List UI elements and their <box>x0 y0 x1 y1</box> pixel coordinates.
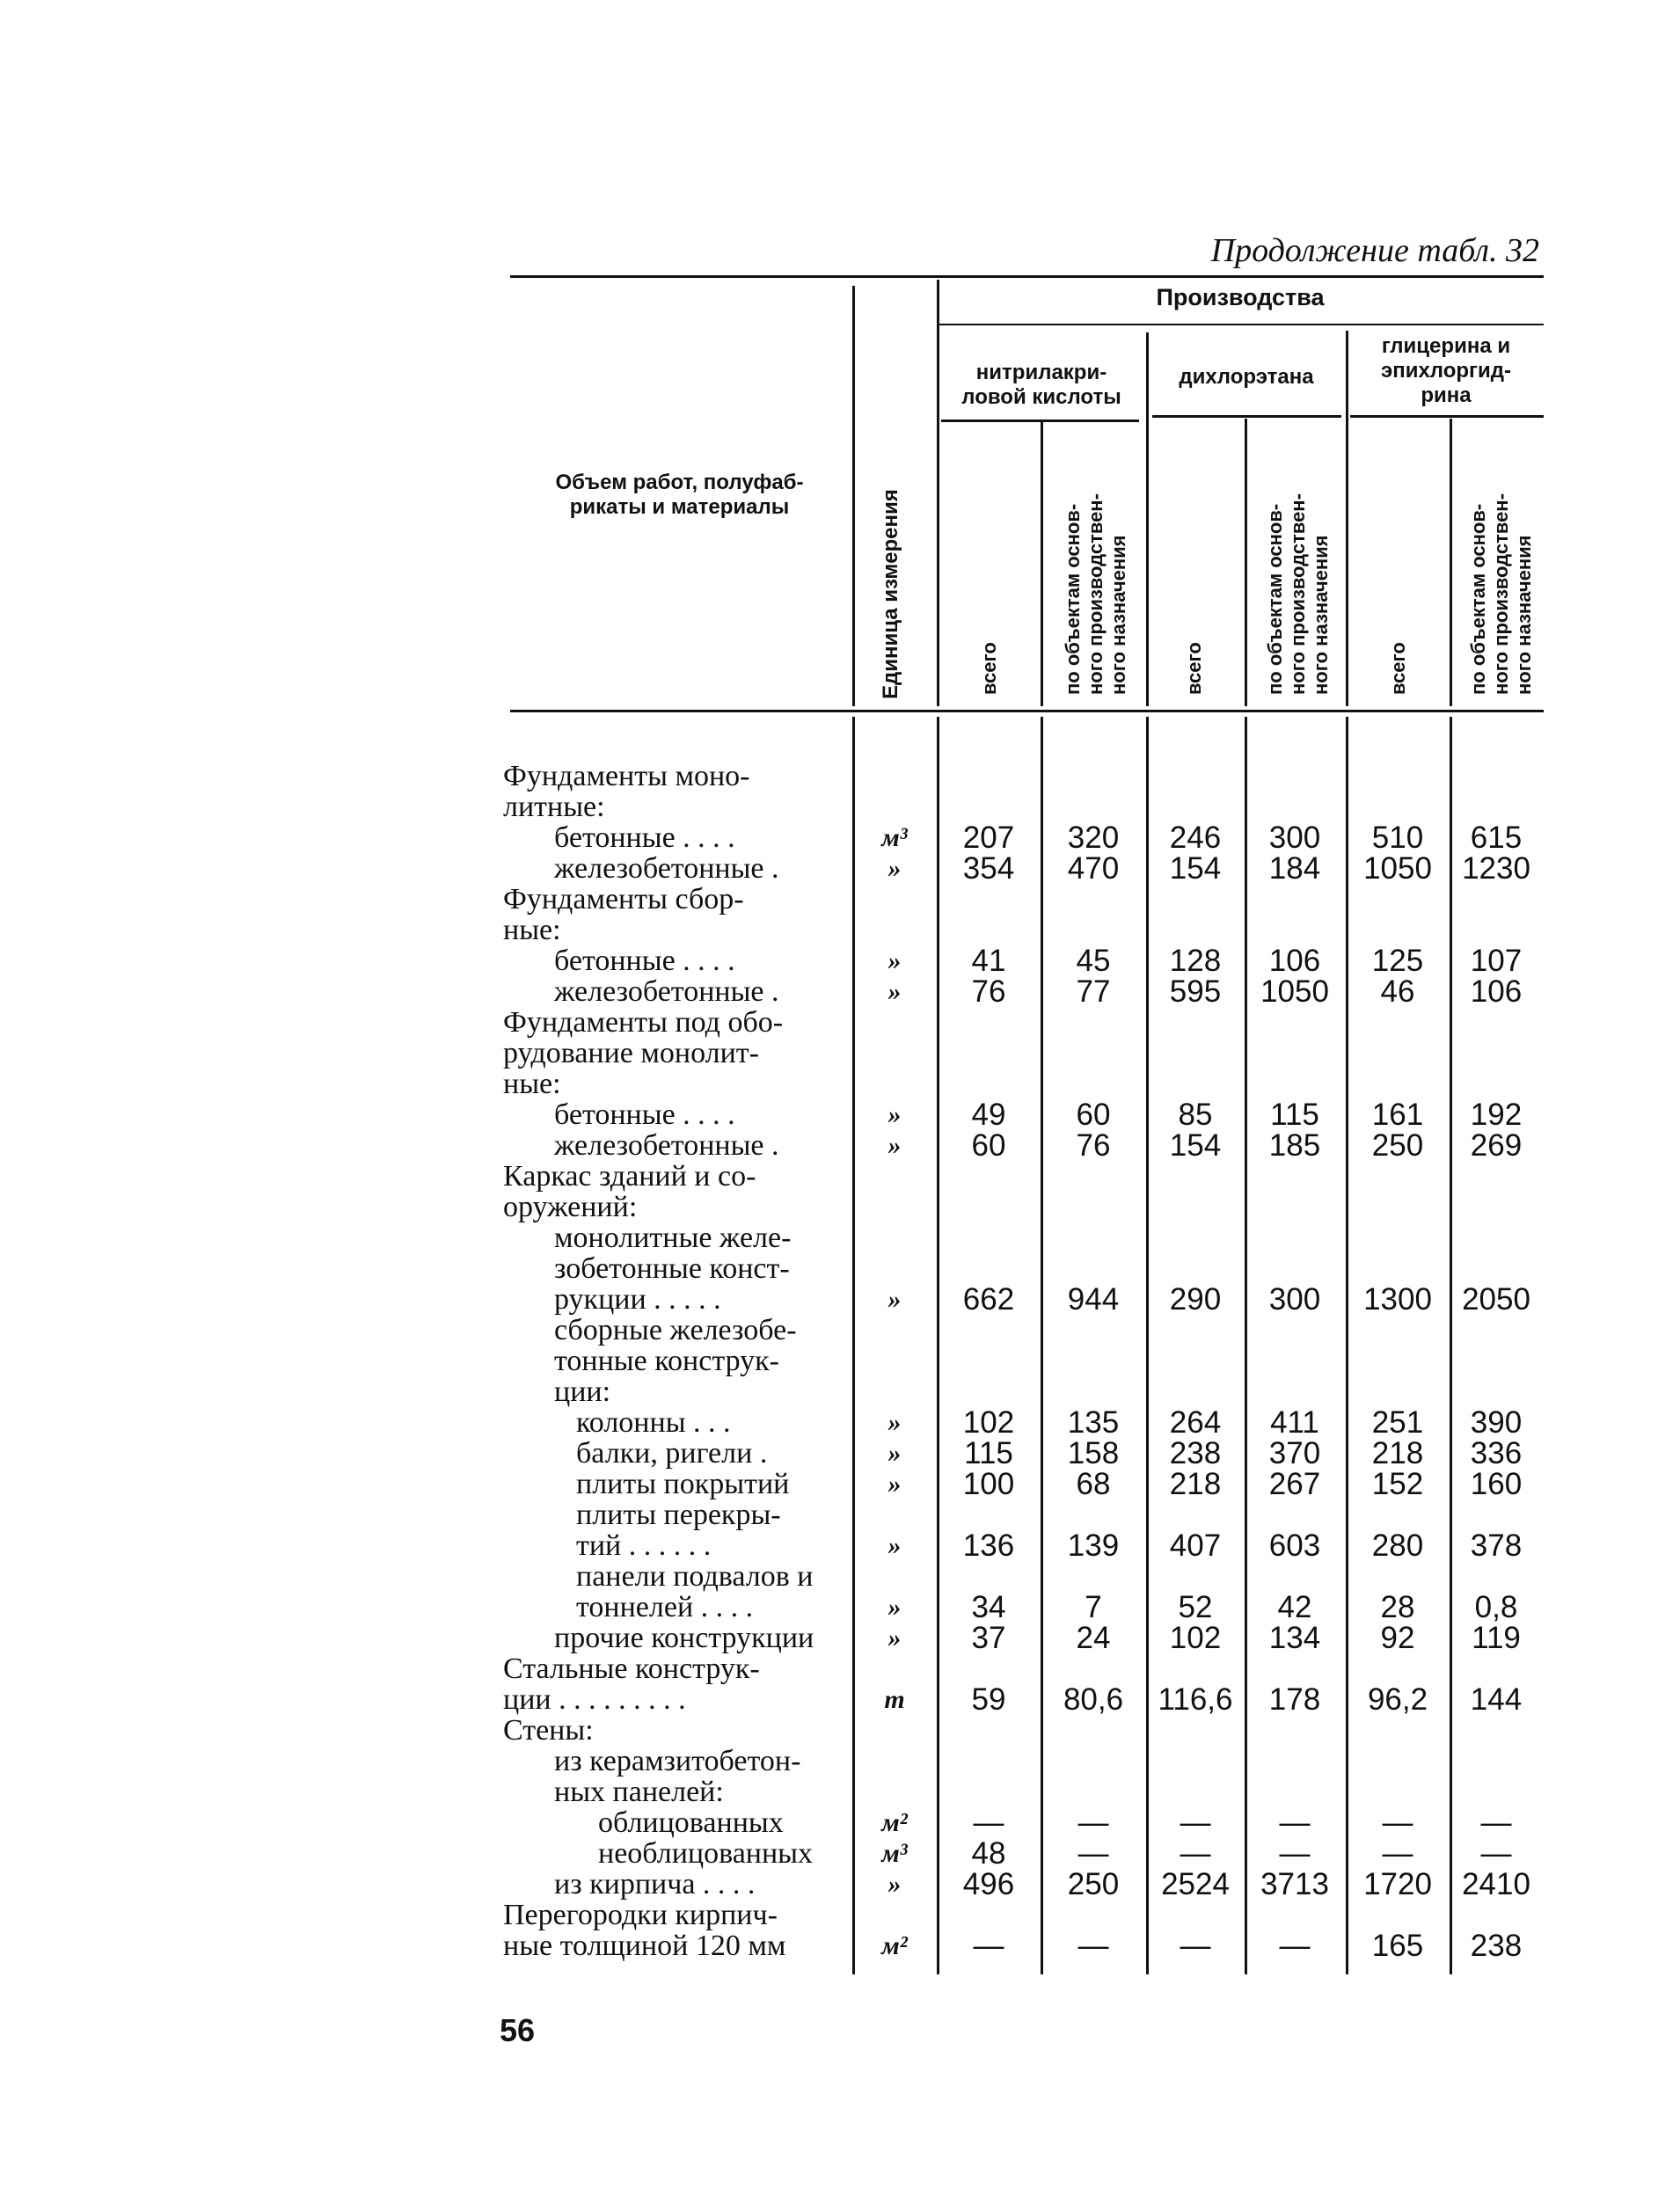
value-cell: 290 <box>1169 1282 1222 1317</box>
value-cell: 102 <box>1169 1621 1222 1655</box>
value-cell: 603 <box>1268 1528 1321 1563</box>
row-label-line: бетонные . . . . <box>554 945 735 977</box>
value-cell: 354 <box>962 851 1015 886</box>
row-label-line: железобетонные . <box>554 1129 779 1162</box>
unit-column-header: Единица измерения <box>879 489 902 699</box>
unit-cell: » <box>887 1285 902 1314</box>
unit-cell: » <box>887 977 902 1006</box>
row-label-line: Стены: <box>503 1714 594 1747</box>
unit-cell: » <box>887 1623 902 1652</box>
value-cell: — <box>1180 1836 1211 1871</box>
value-cell: 320 <box>1067 821 1120 855</box>
value-cell: 615 <box>1470 821 1523 855</box>
value-cell: — <box>1077 1836 1109 1871</box>
subheader-main-1: по объектам основ- ного производствен- ного назначения <box>1062 493 1129 695</box>
row-label-line: тий . . . . . . <box>576 1529 712 1562</box>
subheader-main-2: по объектам основ- ного производствен- ного назначения <box>1264 493 1332 695</box>
row-label-line: плиты покрытий <box>576 1468 790 1500</box>
value-cell: 49 <box>971 1098 1006 1132</box>
row-label-line: Фундаменты под обо- <box>503 1006 784 1039</box>
unit-cell: т <box>884 1685 905 1714</box>
row-label-line: тонные конструк- <box>554 1345 779 1377</box>
value-cell: 944 <box>1067 1282 1120 1317</box>
value-cell: 246 <box>1169 821 1222 855</box>
value-cell: 161 <box>1371 1098 1424 1132</box>
value-cell: 250 <box>1371 1128 1424 1163</box>
value-cell: 185 <box>1268 1128 1321 1163</box>
row-label-line: колонны . . . <box>576 1406 731 1439</box>
value-cell: 59 <box>971 1682 1006 1717</box>
value-cell: 60 <box>971 1128 1006 1163</box>
value-cell: 510 <box>1371 821 1424 855</box>
row-label-line: ные толщиной 120 мм <box>503 1930 786 1962</box>
unit-cell: м² <box>881 1931 908 1960</box>
value-cell: 0,8 <box>1474 1590 1518 1624</box>
row-label-line: ных панелей: <box>554 1776 724 1808</box>
row-label-line: из кирпича . . . . <box>554 1868 756 1901</box>
value-cell: 7 <box>1085 1590 1102 1624</box>
value-cell: — <box>1480 1806 1512 1840</box>
value-cell: 136 <box>962 1528 1015 1563</box>
value-cell: 106 <box>1470 974 1523 1009</box>
value-cell: — <box>1180 1806 1211 1840</box>
row-label-line: необлицованных <box>598 1837 814 1870</box>
group-header-nitrile: нитрилакри- ловой кислоты <box>961 361 1121 409</box>
value-cell: — <box>1077 1806 1109 1840</box>
row-label-line: оружений: <box>503 1191 638 1223</box>
value-cell: 218 <box>1371 1436 1424 1470</box>
value-cell: 45 <box>1076 944 1111 978</box>
value-cell: 68 <box>1076 1467 1111 1501</box>
row-label-line: Перегородки кирпич- <box>503 1899 778 1931</box>
row-label-line: ные: <box>503 914 561 946</box>
value-cell: 115 <box>1270 1098 1319 1132</box>
row-label-line: ные: <box>503 1068 561 1100</box>
subheader-total-1: всего <box>978 642 1000 695</box>
value-cell: 102 <box>962 1405 1015 1440</box>
row-label-line: Фундаменты сбор- <box>503 883 744 916</box>
table-caption: Продолжение табл. 32 <box>1210 232 1539 269</box>
value-cell: 2410 <box>1462 1867 1530 1901</box>
row-label-line: железобетонные . <box>554 975 779 1008</box>
row-label-line: Каркас зданий и со- <box>503 1160 756 1193</box>
value-cell: 238 <box>1169 1436 1222 1470</box>
value-cell: 152 <box>1371 1467 1424 1501</box>
value-cell: 280 <box>1371 1528 1424 1563</box>
value-cell: 300 <box>1268 1282 1321 1317</box>
value-cell: 269 <box>1470 1128 1523 1163</box>
value-cell: 106 <box>1268 944 1321 978</box>
row-label-line: ции: <box>554 1375 611 1408</box>
value-cell: 1230 <box>1462 851 1530 886</box>
value-cell: 135 <box>1067 1405 1120 1440</box>
value-cell: 80,6 <box>1063 1682 1124 1717</box>
value-cell: 46 <box>1380 974 1415 1009</box>
row-label-line: из керамзитобетон- <box>554 1745 801 1777</box>
row-label-line: ции . . . . . . . . . <box>503 1683 686 1716</box>
row-label-line: рукции . . . . . <box>554 1283 721 1316</box>
value-cell: 407 <box>1169 1528 1222 1563</box>
value-cell: — <box>1279 1929 1311 1963</box>
value-cell: — <box>1382 1806 1413 1840</box>
value-cell: 470 <box>1067 851 1120 886</box>
value-cell: 52 <box>1178 1590 1213 1624</box>
row-label-line: тоннелей . . . . <box>576 1591 754 1623</box>
row-label-line: литные: <box>503 791 605 823</box>
value-cell: 154 <box>1169 1128 1222 1163</box>
unit-cell: » <box>887 1408 902 1437</box>
value-cell: 76 <box>1076 1128 1111 1163</box>
value-cell: — <box>973 1929 1004 1963</box>
value-cell: 336 <box>1470 1436 1523 1470</box>
work-volume-header: Объем работ, полуфаб- рикаты и материалы <box>555 471 804 519</box>
value-cell: 48 <box>971 1836 1006 1871</box>
row-label-line: зобетонные конст- <box>554 1252 790 1285</box>
unit-cell: » <box>887 1100 902 1129</box>
value-cell: 92 <box>1380 1621 1415 1655</box>
value-cell: 115 <box>964 1436 1013 1470</box>
value-cell: 218 <box>1169 1467 1222 1501</box>
value-cell: 1720 <box>1363 1867 1432 1901</box>
value-cell: 165 <box>1371 1929 1424 1963</box>
unit-cell: » <box>887 1870 902 1899</box>
value-cell: — <box>1382 1836 1413 1871</box>
subheader-total-3: всего <box>1387 642 1409 695</box>
row-label-line: бетонные . . . . <box>554 1098 735 1131</box>
value-cell: — <box>1480 1836 1512 1871</box>
value-cell: 139 <box>1067 1528 1120 1563</box>
value-cell: 267 <box>1268 1467 1321 1501</box>
row-label-line: Стальные конструк- <box>503 1652 760 1685</box>
row-label-line: монолитные желе- <box>554 1222 792 1254</box>
value-cell: 207 <box>962 821 1015 855</box>
subheader-total-2: всего <box>1183 642 1205 695</box>
value-cell: 2050 <box>1462 1282 1530 1317</box>
value-cell: 1300 <box>1363 1282 1432 1317</box>
value-cell: 250 <box>1067 1867 1120 1901</box>
value-cell: 76 <box>971 974 1006 1009</box>
value-cell: 77 <box>1076 974 1111 1009</box>
value-cell: 134 <box>1268 1621 1321 1655</box>
row-label-line: сборные железобе- <box>554 1314 797 1346</box>
value-cell: 178 <box>1268 1682 1321 1717</box>
value-cell: 2524 <box>1161 1867 1230 1901</box>
unit-cell: м³ <box>881 823 908 852</box>
unit-cell: м³ <box>881 1839 908 1868</box>
value-cell: 390 <box>1470 1405 1523 1440</box>
value-cell: 3713 <box>1260 1867 1329 1901</box>
value-cell: 595 <box>1169 974 1222 1009</box>
value-cell: 154 <box>1169 851 1222 886</box>
unit-cell: м² <box>881 1808 908 1837</box>
row-label-line: бетонные . . . . <box>554 821 735 854</box>
value-cell: 144 <box>1470 1682 1523 1717</box>
value-cell: 128 <box>1169 944 1222 978</box>
subheader-main-3: по объектам основ- ного производствен- ного назначения <box>1467 493 1535 695</box>
value-cell: 96,2 <box>1367 1682 1428 1717</box>
value-cell: — <box>1077 1929 1109 1963</box>
value-cell: 160 <box>1470 1467 1523 1501</box>
unit-cell: » <box>887 1131 902 1160</box>
value-cell: 116,6 <box>1158 1682 1233 1717</box>
value-cell: 41 <box>971 944 1006 978</box>
value-cell: 158 <box>1067 1436 1120 1470</box>
group-header-glycerin: глицерина и эпихлоргид- рина <box>1380 334 1512 407</box>
row-label-line: облицованных <box>598 1806 784 1839</box>
value-cell: 251 <box>1371 1405 1424 1440</box>
value-cell: 24 <box>1076 1621 1111 1655</box>
unit-cell: » <box>887 1439 902 1468</box>
value-cell: 264 <box>1169 1405 1222 1440</box>
value-cell: — <box>1180 1929 1211 1963</box>
value-cell: 85 <box>1178 1098 1213 1132</box>
value-cell: 42 <box>1277 1590 1312 1624</box>
value-cell: 100 <box>962 1467 1015 1501</box>
value-cell: 107 <box>1470 944 1523 978</box>
unit-cell: » <box>887 1470 902 1499</box>
row-label-line: Фундаменты моно- <box>503 760 750 792</box>
value-cell: 119 <box>1472 1621 1521 1655</box>
row-label-line: плиты перекры- <box>576 1499 781 1531</box>
value-cell: 192 <box>1470 1098 1523 1132</box>
unit-cell: » <box>887 1593 902 1622</box>
value-cell: 60 <box>1076 1098 1111 1132</box>
row-label-line: балки, ригели . <box>576 1437 768 1470</box>
value-cell: 300 <box>1268 821 1321 855</box>
row-label-line: прочие конструкции <box>554 1622 814 1654</box>
value-cell: 37 <box>971 1621 1006 1655</box>
unit-cell: » <box>887 854 902 883</box>
unit-cell: » <box>887 1531 902 1560</box>
value-cell: — <box>973 1806 1004 1840</box>
row-label-line: рудование монолит- <box>503 1037 759 1069</box>
value-cell: 125 <box>1371 944 1424 978</box>
value-cell: 1050 <box>1363 851 1432 886</box>
unit-cell: » <box>887 946 902 975</box>
value-cell: 662 <box>962 1282 1015 1317</box>
value-cell: 378 <box>1470 1528 1523 1563</box>
page-number: 56 <box>500 2012 536 2048</box>
production-group-header: Производства <box>1156 284 1325 310</box>
group-header-dichloroethane: дихлорэтана <box>1179 365 1314 389</box>
value-cell: 34 <box>971 1590 1006 1624</box>
value-cell: 496 <box>962 1867 1015 1901</box>
row-label-line: железобетонные . <box>554 852 779 885</box>
value-cell: — <box>1279 1836 1311 1871</box>
value-cell: 238 <box>1470 1929 1523 1963</box>
value-cell: 28 <box>1380 1590 1415 1624</box>
value-cell: 411 <box>1270 1405 1319 1440</box>
row-label-line: панели подвалов и <box>576 1560 814 1593</box>
value-cell: 184 <box>1268 851 1321 886</box>
value-cell: 370 <box>1268 1436 1321 1470</box>
value-cell: 1050 <box>1260 974 1329 1009</box>
value-cell: — <box>1279 1806 1311 1840</box>
